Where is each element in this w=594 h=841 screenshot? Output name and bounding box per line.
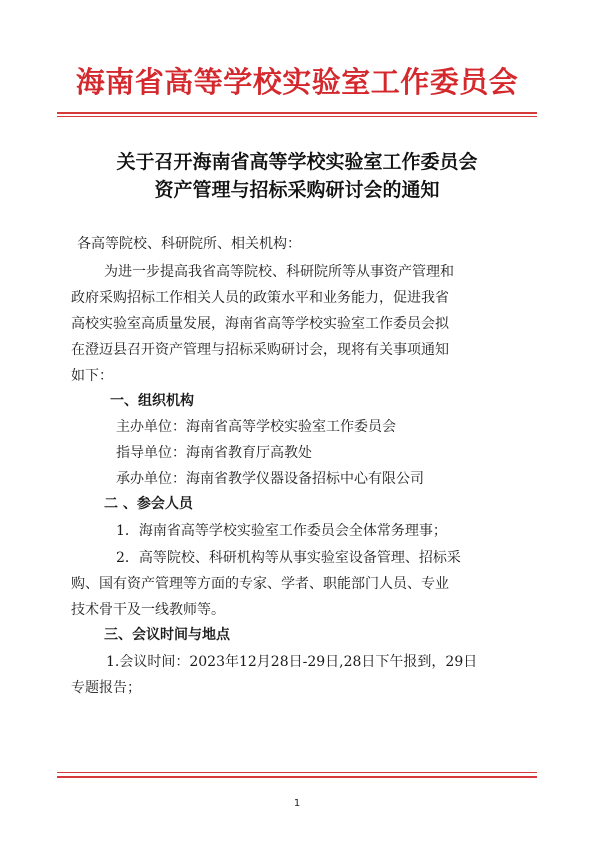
footer-divider-bottom <box>57 776 537 778</box>
attendee-item-1: 1．海南省高等学校实验室工作委员会全体常务理事； <box>116 523 447 539</box>
section-heading-time-location: 三、会议时间与地点 <box>104 627 230 643</box>
notice-title <box>0 148 594 204</box>
intro-paragraph-line: 高校实验室高质量发展，海南省高等学校实验室工作委员会拟 <box>71 316 449 332</box>
host-unit: 承办单位：海南省教学仪器设备招标中心有限公司 <box>116 471 424 487</box>
footer-divider-top <box>57 772 537 773</box>
page-number: 1 <box>293 798 301 809</box>
section-heading-organization: 一、组织机构 <box>110 393 194 409</box>
header-divider-top <box>57 112 537 114</box>
attendee-item-2-line: 技术骨干及一线教师等。 <box>71 602 225 618</box>
guidance-unit: 指导单位：海南省教育厅高教处 <box>116 445 312 461</box>
salutation: 各高等院校、科研院所、相关机构： <box>77 236 301 252</box>
meeting-time-line: 专题报告； <box>71 680 141 696</box>
intro-paragraph-line: 政府采购招标工作相关人员的政策水平和业务能力，促进我省 <box>71 290 449 306</box>
organizer-unit: 主办单位：海南省高等学校实验室工作委员会 <box>116 419 396 435</box>
attendee-item-2-line: 2．高等院校、科研机构等从事实验室设备管理、招标采 <box>116 550 461 566</box>
section-heading-attendees: 二 、参会人员 <box>104 496 193 512</box>
notice-title-line-2: 资产管理与招标采购研讨会的通知 <box>154 179 440 201</box>
organization-header: 海南省高等学校实验室工作委员会 <box>75 65 519 99</box>
intro-paragraph-line: 如下： <box>71 368 113 384</box>
notice-title-line-1: 关于召开海南省高等学校实验室工作委员会 <box>116 151 478 173</box>
header-divider-bottom <box>57 116 537 117</box>
intro-paragraph-line: 在澄迈县召开资产管理与招标采购研讨会，现将有关事项通知 <box>71 342 449 358</box>
attendee-item-2-line: 购、国有资产管理等方面的专家、学者、职能部门人员、专业 <box>71 576 449 592</box>
meeting-time-line: 1.会议时间：2023年12月28日-29日,28日下午报到，29日 <box>106 654 478 670</box>
intro-paragraph-line: 为进一步提高我省高等院校、科研院所等从事资产管理和 <box>104 264 454 280</box>
